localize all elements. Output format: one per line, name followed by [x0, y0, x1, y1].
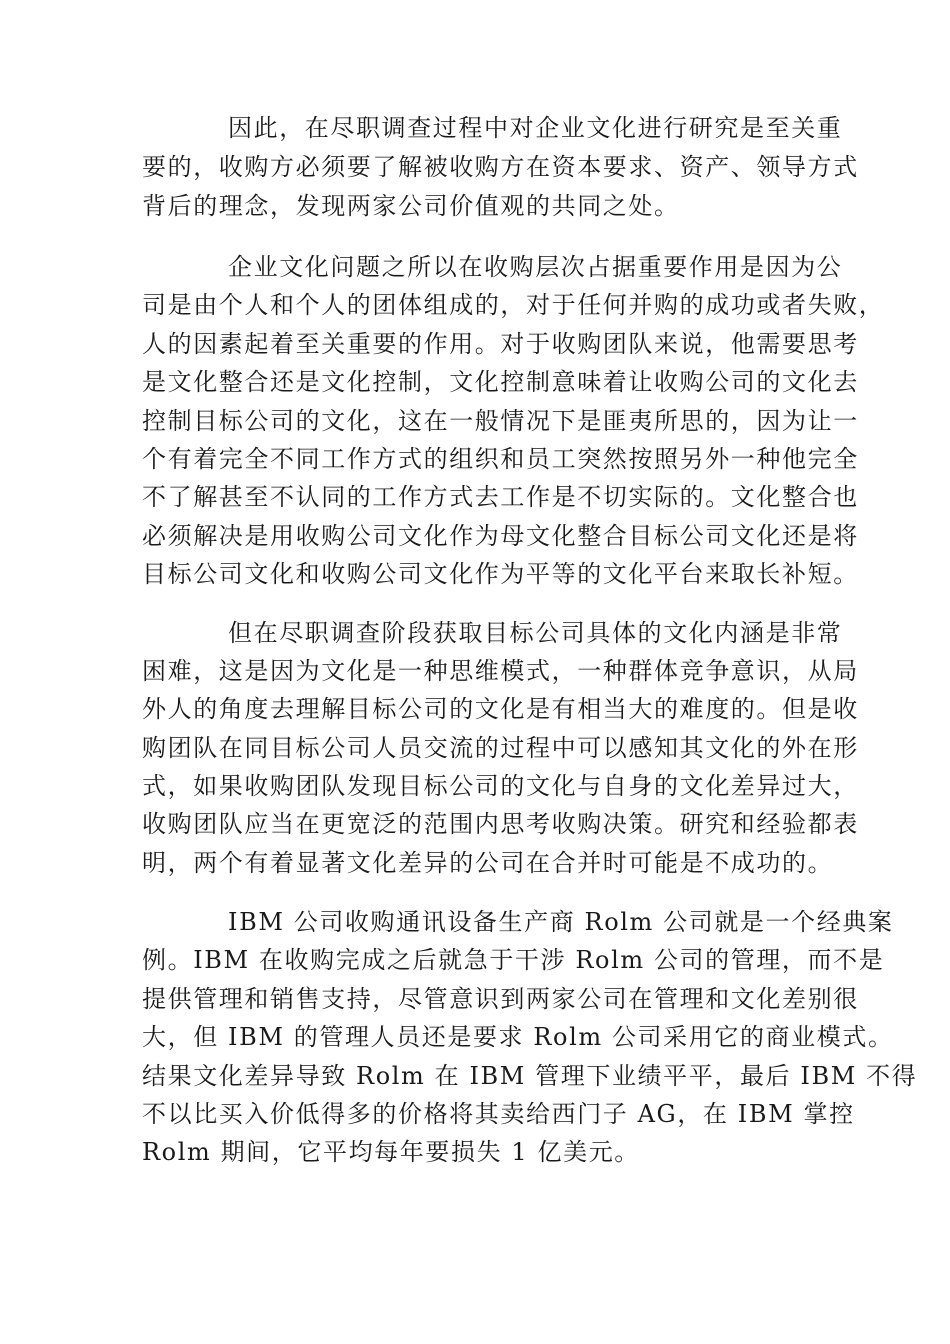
text-line: 因此，在尽职调查过程中对企业文化进行研究是至关重 — [228, 114, 843, 142]
text-line: 明，两个有着显著文化差异的公司在合并时可能是不成功的。 — [142, 849, 834, 877]
text-line: 要的，收购方必须要了解被收购方在资本要求、资产、领导方式 — [142, 153, 859, 181]
text-line: 购团队在同目标公司人员交流的过程中可以感知其文化的外在形 — [142, 734, 859, 762]
text-line: 外人的角度去理解目标公司的文化是有相当大的难度的。但是收 — [142, 695, 859, 723]
text-line: 个有着完全不同工作方式的组织和员工突然按照另外一种他完全 — [142, 445, 859, 473]
text-line: Rolm 期间，它平均每年要损失 1 亿美元。 — [142, 1138, 640, 1166]
text-line: 背后的理念，发现两家公司价值观的共同之处。 — [142, 192, 680, 220]
text-line: 目标公司文化和收购公司文化作为平等的文化平台来取长补短。 — [142, 560, 859, 588]
text-line: 但在尽职调查阶段获取目标公司具体的文化内涵是非常 — [228, 619, 843, 647]
text-line: 结果文化差异导致 Rolm 在 IBM 管理下业绩平平，最后 IBM 不得 — [142, 1062, 918, 1090]
text-line: 不了解甚至不认同的工作方式去工作是不切实际的。文化整合也 — [142, 483, 859, 511]
text-line: 大，但 IBM 的管理人员还是要求 Rolm 公司采用它的商业模式。 — [142, 1023, 894, 1051]
text-line: 例。IBM 在收购完成之后就急于干涉 Rolm 公司的管理，而不是 — [142, 946, 885, 974]
text-line: IBM 公司收购通讯设备生产商 Rolm 公司就是一个经典案 — [228, 908, 894, 936]
text-line: 困难，这是因为文化是一种思维模式，一种群体竞争意识，从局 — [142, 657, 859, 685]
text-line: 收购团队应当在更宽泛的范围内思考收购决策。研究和经验都表 — [142, 810, 859, 838]
text-line: 不以比买入价低得多的价格将其卖给西门子 AG，在 IBM 掌控 — [142, 1100, 855, 1128]
text-line: 司是由个人和个人的团体组成的，对于任何并购的成功或者失败， — [142, 291, 885, 319]
text-line: 企业文化问题之所以在收购层次占据重要作用是因为公 — [228, 253, 843, 281]
text-line: 控制目标公司的文化，这在一般情况下是匪夷所思的，因为让一 — [142, 407, 859, 435]
text-line: 式，如果收购团队发现目标公司的文化与自身的文化差异过大， — [142, 772, 859, 800]
text-line: 必须解决是用收购公司文化作为母文化整合目标公司文化还是将 — [142, 522, 859, 550]
text-line: 是文化整合还是文化控制，文化控制意味着让收购公司的文化去 — [142, 368, 859, 396]
text-line: 提供管理和销售支持，尽管意识到两家公司在管理和文化差别很 — [142, 985, 859, 1013]
text-line: 人的因素起着至关重要的作用。对于收购团队来说，他需要思考 — [142, 330, 859, 358]
